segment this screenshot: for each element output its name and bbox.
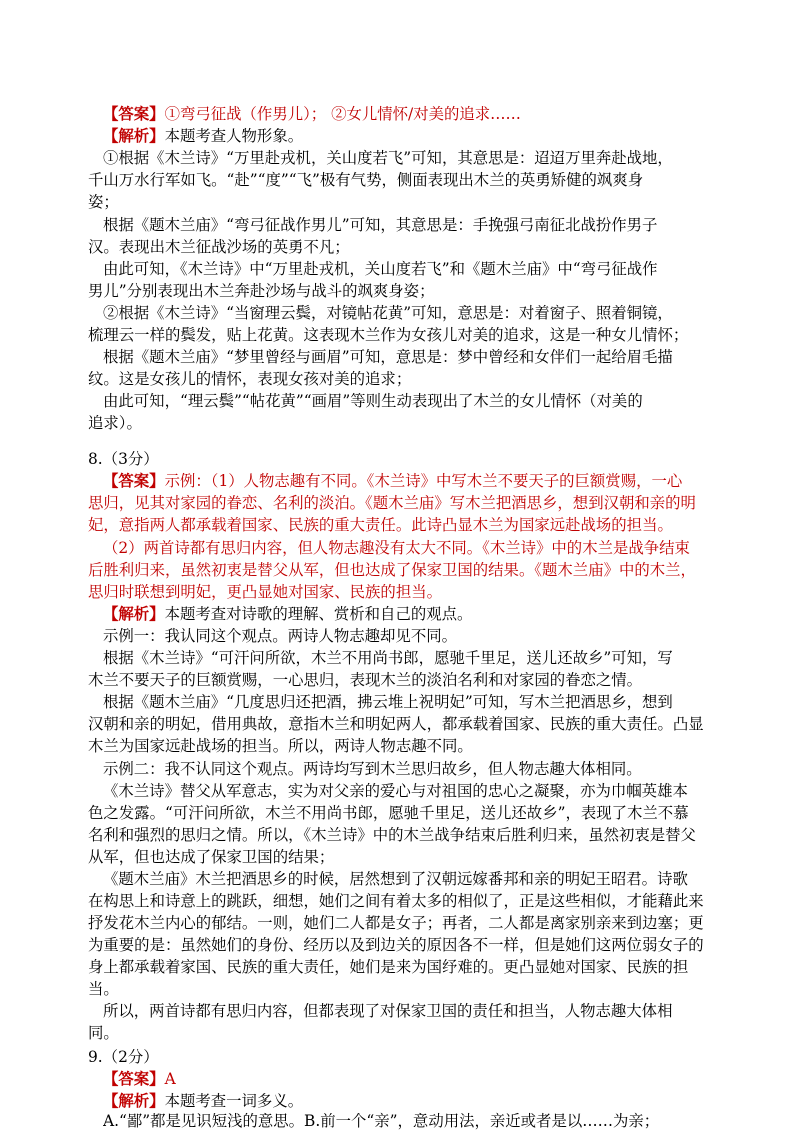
text-line: 色之发露。“可汗问所欲，木兰不用尚书郎，愿驰千里足，送儿还故乡”，表现了木兰不慕 [88, 804, 689, 822]
text-line: 梳理云一样的鬓发，贴上花黄。这表现木兰作为女孩儿对美的追求，这是一种女儿情怀； [88, 326, 689, 344]
text-line: 追求）。 [88, 414, 142, 432]
text-line: ①根据《木兰诗》“万里赴戎机，关山度若飞”可知，其意思是：迢迢万里奔赴战地， [103, 149, 673, 167]
analysis-line [103, 125, 728, 148]
text-line: 木兰不要天子的巨额赏赐，一心思归，表现木兰的淡泊名利和对家园的眷恋之情。 [88, 671, 643, 689]
analysis-text: 本题考查对诗歌的理解、赏析和自己的观点。 [164, 605, 473, 623]
answer-text: ①弯弓征战（作男儿）； ②女儿情怀/对美的追求…… [164, 105, 521, 123]
text-line: 从军，但也达成了保家卫国的结果； [88, 848, 335, 866]
answer-text-line: 思归时联想到明妃，更凸显她对国家、民族的担当。 [88, 583, 442, 601]
text-line: 所以，两首诗都有思归内容，但都表现了对保家卫国的责任和担当，人物志趣大体相 [103, 1002, 673, 1020]
answer-text: A [164, 1070, 176, 1088]
analysis-line [103, 603, 728, 626]
text-line: 为重要的是：虽然她们的身份、经历以及到边关的原因各不一样，但是她们这两位弱女子的 [88, 936, 704, 954]
text-line: 根据《题木兰庙》“梦里曾经与画眉”可知，意思是：梦中曾经和女伴们一起给眉毛描 [103, 348, 673, 366]
text-line: 根据《题木兰庙》“几度思归还把酒，拂云堆上祝明妃”可知，写木兰把酒思乡，想到 [103, 693, 673, 711]
text-line: 姿； [88, 193, 119, 211]
question-heading: 9.（2分） [88, 1048, 159, 1066]
text-line: 纹。这是女孩儿的情怀，表现女孩对美的追求； [88, 370, 412, 388]
question-heading: 8.（3分） [88, 450, 159, 468]
answer-tag: 【答案】 [103, 105, 165, 123]
text-line: 同。 [88, 1024, 119, 1042]
answer-tag: 【答案】 [103, 1070, 165, 1088]
text-line: 《题木兰庙》木兰把酒思乡的时候，居然想到了汉朝远嫁番邦和亲的明妃王昭君。诗歌 [103, 870, 688, 888]
text-line: 在构思上和诗意上的跳跃，细想，她们之间有着太多的相似了，正是这些相似，才能藉此来 [88, 892, 704, 910]
answer-line [103, 103, 728, 126]
text-line: 汉。表现出木兰征战沙场的英勇不凡； [88, 238, 350, 256]
text-line: 千山万水行军如飞。“赴”“度”“飞”极有气势，侧面表现出木兰的英勇矫健的飒爽身 [88, 171, 644, 189]
analysis-tag: 【解析】 [103, 1092, 165, 1110]
answer-text-line: 思归，见其对家园的眷恋、名利的淡泊。《题木兰庙》写木兰把酒思乡，想到汉朝和亲的明 [88, 494, 696, 512]
text-line: 示例一：我认同这个观点。两诗人物志趣却见不同。 [103, 627, 457, 645]
text-line: 根据《木兰诗》“可汗问所欲，木兰不用尚书郎，愿驰千里足，送儿还故乡”可知，写 [103, 649, 673, 667]
answer-line [103, 1068, 728, 1091]
text-line: 名利和强烈的思归之情。所以，《木兰诗》中的木兰战争结束后胜利归来，虽然初衷是替父 [88, 826, 696, 844]
text-line: 《木兰诗》替父从军意志，实为对父亲的爱心与对祖国的忠心之凝聚，亦为巾帼英雄本 [103, 782, 688, 800]
analysis-text: 本题考查人物形象。 [164, 127, 304, 145]
answer-text-line: 后胜利归来，虽然初衷是替父从军，但也达成了保家卫国的结果。《题木兰庙》中的木兰， [88, 561, 696, 579]
text-line: ②根据《木兰诗》“当窗理云鬓，对镜帖花黄”可知，意思是：对着窗子、照着铜镜， [103, 304, 673, 322]
text-line: 由此可知，“理云鬓”“帖花黄”“画眉”等则生动表现出了木兰的女儿情怀（对美的 [103, 392, 643, 410]
text-line: 木兰为国家远赴战场的担当。所以，两诗人物志趣不同。 [88, 737, 473, 755]
text-line: A.“鄙”都是见识短浅的意思。B.前一个“亲”，意动用法，亲近或者是以……为亲； [103, 1112, 660, 1130]
answer-tag: 【答案】 [103, 472, 165, 490]
text-line: 汉朝和亲的明妃，借用典故，意指木兰和明妃两人，都承载着国家、民族的重大责任。凸显 [88, 715, 704, 733]
answer-text-line: 妃，意指两人都承载着国家、民族的重大责任。此诗凸显木兰为国家远赴战场的担当。 [88, 516, 673, 534]
answer-line [103, 470, 728, 493]
analysis-text: 本题考查一词多义。 [164, 1092, 304, 1110]
text-line: 示例二：我不认同这个观点。两诗均写到木兰思归故乡，但人物志趣大体相同。 [103, 760, 642, 778]
analysis-tag: 【解析】 [103, 605, 165, 623]
text-line: 当。 [88, 980, 119, 998]
text-line: 身上都承载着家国、民族的重大责任，她们是来为国纾难的。更凸显她对国家、民族的担 [88, 958, 689, 976]
text-line: 根据《题木兰庙》“弯弓征战作男儿”可知，其意思是：手挽强弓南征北战扮作男子 [103, 216, 658, 234]
analysis-tag: 【解析】 [103, 127, 165, 145]
answer-text-line: （2）两首诗都有思归内容，但人物志趣没有太大不同。《木兰诗》中的木兰是战争结束 [103, 539, 690, 557]
text-line: 由此可知，《木兰诗》中“万里赴戎机，关山度若飞”和《题木兰庙》中“弯弓征战作 [103, 260, 658, 278]
answer-text: 示例：（1）人物志趣有不同。《木兰诗》中写木兰不要天子的巨额赏赐，一心 [164, 472, 683, 490]
text-line: 抒发花木兰内心的郁结。一则，她们二人都是女子；再者，二人都是离家别亲来到边塞；更 [88, 914, 704, 932]
text-line: 男儿”分别表现出木兰奔赴沙场与战斗的飒爽身姿； [88, 282, 435, 300]
